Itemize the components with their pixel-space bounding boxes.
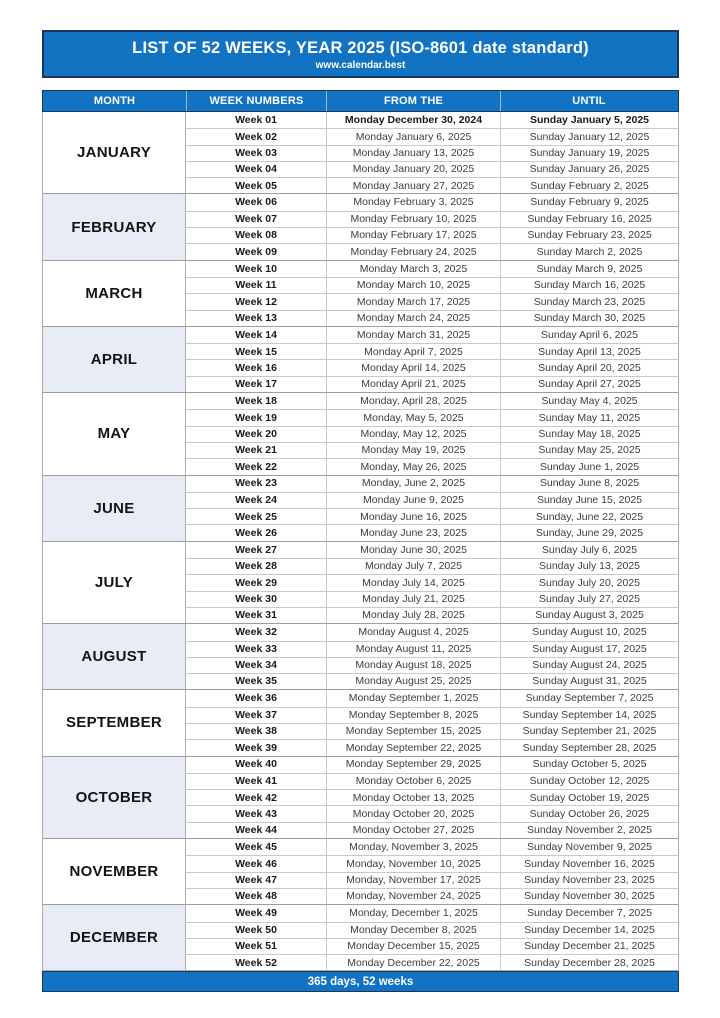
until-date-cell: Sunday January 12, 2025 bbox=[500, 129, 678, 144]
week-row bbox=[186, 641, 678, 657]
until-date-cell: Sunday January 5, 2025 bbox=[500, 112, 678, 128]
week-row bbox=[186, 789, 678, 805]
from-date-cell: Monday July 28, 2025 bbox=[326, 608, 500, 623]
from-date-cell: Monday October 13, 2025 bbox=[326, 790, 500, 805]
header-from-the: FROM THE bbox=[326, 91, 500, 111]
week-row bbox=[186, 872, 678, 888]
from-date-cell: Monday June 9, 2025 bbox=[326, 493, 500, 508]
week-number-cell: Week 07 bbox=[235, 213, 277, 226]
week-number-cell: Week 52 bbox=[235, 956, 277, 969]
week-number-cell: Week 35 bbox=[235, 675, 277, 688]
from-date-cell: Monday, May 5, 2025 bbox=[326, 410, 500, 425]
week-row bbox=[186, 607, 678, 623]
week-row bbox=[186, 161, 678, 177]
until-date-cell: Sunday May 18, 2025 bbox=[500, 427, 678, 442]
week-row bbox=[186, 376, 678, 392]
week-row bbox=[186, 310, 678, 326]
until-date-cell: Sunday September 28, 2025 bbox=[500, 740, 678, 755]
until-date-cell: Sunday October 12, 2025 bbox=[500, 774, 678, 789]
week-row bbox=[186, 524, 678, 540]
until-date-cell: Sunday March 2, 2025 bbox=[500, 244, 678, 259]
from-date-cell: Monday January 6, 2025 bbox=[326, 129, 500, 144]
week-number-cell: Week 11 bbox=[235, 279, 277, 292]
week-number-cell: Week 19 bbox=[235, 411, 277, 424]
month-block-february bbox=[43, 193, 678, 259]
week-row bbox=[186, 855, 678, 871]
week-number-cell: Week 41 bbox=[235, 775, 277, 788]
weeks-column bbox=[186, 624, 678, 689]
until-date-cell: Sunday January 19, 2025 bbox=[500, 146, 678, 161]
from-date-cell: Monday September 1, 2025 bbox=[326, 690, 500, 706]
from-date-cell: Monday, November 17, 2025 bbox=[326, 873, 500, 888]
from-date-cell: Monday, June 2, 2025 bbox=[326, 476, 500, 492]
week-number-cell: Week 06 bbox=[235, 196, 277, 209]
week-row bbox=[186, 128, 678, 144]
week-number-cell: Week 44 bbox=[235, 824, 277, 837]
until-date-cell: Sunday October 19, 2025 bbox=[500, 790, 678, 805]
from-date-cell: Monday February 3, 2025 bbox=[326, 194, 500, 210]
week-number-cell: Week 45 bbox=[235, 840, 277, 853]
from-date-cell: Monday, May 12, 2025 bbox=[326, 427, 500, 442]
week-number-cell: Week 48 bbox=[235, 890, 277, 903]
week-number-cell: Week 36 bbox=[235, 692, 277, 705]
week-row bbox=[186, 227, 678, 243]
week-row bbox=[186, 145, 678, 161]
from-date-cell: Monday September 22, 2025 bbox=[326, 740, 500, 755]
until-date-cell: Sunday August 3, 2025 bbox=[500, 608, 678, 623]
from-date-cell: Monday, November 3, 2025 bbox=[326, 839, 500, 855]
until-date-cell: Sunday December 28, 2025 bbox=[500, 955, 678, 970]
from-date-cell: Monday August 4, 2025 bbox=[326, 624, 500, 640]
week-number-cell: Week 14 bbox=[235, 328, 277, 341]
until-date-cell: Sunday July 6, 2025 bbox=[500, 542, 678, 558]
from-date-cell: Monday July 21, 2025 bbox=[326, 592, 500, 607]
week-row bbox=[186, 243, 678, 259]
week-number-cell: Week 49 bbox=[235, 907, 277, 920]
until-date-cell: Sunday April 13, 2025 bbox=[500, 344, 678, 359]
week-row bbox=[186, 277, 678, 293]
week-number-cell: Week 22 bbox=[235, 460, 277, 473]
weeks-column bbox=[186, 393, 678, 474]
from-date-cell: Monday October 6, 2025 bbox=[326, 774, 500, 789]
month-label: FEBRUARY bbox=[43, 194, 186, 259]
weeks-column bbox=[186, 905, 678, 970]
week-row bbox=[186, 922, 678, 938]
from-date-cell: Monday May 19, 2025 bbox=[326, 443, 500, 458]
until-date-cell: Sunday March 23, 2025 bbox=[500, 294, 678, 309]
from-date-cell: Monday October 20, 2025 bbox=[326, 806, 500, 821]
month-label: MAY bbox=[43, 393, 186, 474]
week-row bbox=[186, 542, 678, 558]
week-row bbox=[186, 492, 678, 508]
week-number-cell: Week 08 bbox=[235, 229, 277, 242]
until-date-cell: Sunday May 25, 2025 bbox=[500, 443, 678, 458]
from-date-cell: Monday March 3, 2025 bbox=[326, 261, 500, 277]
from-date-cell: Monday April 14, 2025 bbox=[326, 360, 500, 375]
week-number-cell: Week 39 bbox=[235, 741, 277, 754]
week-row bbox=[186, 508, 678, 524]
from-date-cell: Monday January 20, 2025 bbox=[326, 162, 500, 177]
from-date-cell: Monday January 27, 2025 bbox=[326, 178, 500, 193]
week-row bbox=[186, 343, 678, 359]
until-date-cell: Sunday March 9, 2025 bbox=[500, 261, 678, 277]
week-number-cell: Week 25 bbox=[235, 510, 277, 523]
week-number-cell: Week 47 bbox=[235, 874, 277, 887]
month-label: SEPTEMBER bbox=[43, 690, 186, 755]
from-date-cell: Monday September 29, 2025 bbox=[326, 757, 500, 773]
until-date-cell: Sunday September 14, 2025 bbox=[500, 708, 678, 723]
from-date-cell: Monday August 25, 2025 bbox=[326, 674, 500, 689]
until-date-cell: Sunday May 4, 2025 bbox=[500, 393, 678, 409]
week-row bbox=[186, 757, 678, 773]
until-date-cell: Sunday May 11, 2025 bbox=[500, 410, 678, 425]
until-date-cell: Sunday August 24, 2025 bbox=[500, 658, 678, 673]
from-date-cell: Monday June 16, 2025 bbox=[326, 509, 500, 524]
until-date-cell: Sunday November 30, 2025 bbox=[500, 889, 678, 904]
week-row bbox=[186, 822, 678, 838]
week-number-cell: Week 02 bbox=[235, 130, 277, 143]
week-row bbox=[186, 690, 678, 706]
week-row bbox=[186, 888, 678, 904]
week-row bbox=[186, 574, 678, 590]
website-label: www.calendar.best bbox=[315, 59, 406, 71]
until-date-cell: Sunday February 16, 2025 bbox=[500, 212, 678, 227]
week-row bbox=[186, 657, 678, 673]
week-row bbox=[186, 442, 678, 458]
from-date-cell: Monday October 27, 2025 bbox=[326, 823, 500, 838]
week-number-cell: Week 28 bbox=[235, 560, 277, 573]
until-date-cell: Sunday April 27, 2025 bbox=[500, 377, 678, 392]
week-number-cell: Week 42 bbox=[235, 791, 277, 804]
week-row bbox=[186, 739, 678, 755]
until-date-cell: Sunday June 8, 2025 bbox=[500, 476, 678, 492]
week-number-cell: Week 17 bbox=[235, 378, 277, 391]
week-row bbox=[186, 194, 678, 210]
week-row bbox=[186, 673, 678, 689]
until-date-cell: Sunday August 17, 2025 bbox=[500, 642, 678, 657]
month-label: JUNE bbox=[43, 476, 186, 541]
week-number-cell: Week 32 bbox=[235, 626, 277, 639]
from-date-cell: Monday March 10, 2025 bbox=[326, 278, 500, 293]
weeks-column bbox=[186, 112, 678, 193]
month-block-june bbox=[43, 475, 678, 541]
until-date-cell: Sunday August 10, 2025 bbox=[500, 624, 678, 640]
until-date-cell: Sunday January 26, 2025 bbox=[500, 162, 678, 177]
until-date-cell: Sunday June 1, 2025 bbox=[500, 459, 678, 474]
until-date-cell: Sunday November 16, 2025 bbox=[500, 856, 678, 871]
from-date-cell: Monday March 24, 2025 bbox=[326, 311, 500, 326]
week-row bbox=[186, 905, 678, 921]
until-date-cell: Sunday February 9, 2025 bbox=[500, 194, 678, 210]
from-date-cell: Monday June 30, 2025 bbox=[326, 542, 500, 558]
week-number-cell: Week 13 bbox=[235, 311, 277, 324]
from-date-cell: Monday August 11, 2025 bbox=[326, 642, 500, 657]
month-block-december bbox=[43, 904, 678, 970]
month-block-july bbox=[43, 541, 678, 623]
week-row bbox=[186, 723, 678, 739]
until-date-cell: Sunday February 2, 2025 bbox=[500, 178, 678, 193]
from-date-cell: Monday April 7, 2025 bbox=[326, 344, 500, 359]
until-date-cell: Sunday October 26, 2025 bbox=[500, 806, 678, 821]
week-row bbox=[186, 393, 678, 409]
week-number-cell: Week 16 bbox=[235, 361, 277, 374]
week-row bbox=[186, 773, 678, 789]
month-block-may bbox=[43, 392, 678, 474]
weeks-column bbox=[186, 757, 678, 838]
from-date-cell: Monday February 17, 2025 bbox=[326, 228, 500, 243]
week-row bbox=[186, 327, 678, 343]
until-date-cell: Sunday December 7, 2025 bbox=[500, 905, 678, 921]
week-row bbox=[186, 293, 678, 309]
until-date-cell: Sunday July 20, 2025 bbox=[500, 575, 678, 590]
week-number-cell: Week 12 bbox=[235, 295, 277, 308]
week-number-cell: Week 51 bbox=[235, 940, 277, 953]
from-date-cell: Monday September 15, 2025 bbox=[326, 724, 500, 739]
week-row bbox=[186, 359, 678, 375]
month-label: AUGUST bbox=[43, 624, 186, 689]
from-date-cell: Monday, May 26, 2025 bbox=[326, 459, 500, 474]
until-date-cell: Sunday March 30, 2025 bbox=[500, 311, 678, 326]
weeks-column bbox=[186, 261, 678, 326]
week-number-cell: Week 43 bbox=[235, 807, 277, 820]
week-row bbox=[186, 558, 678, 574]
month-block-september bbox=[43, 689, 678, 755]
week-number-cell: Week 05 bbox=[235, 179, 277, 192]
month-block-october bbox=[43, 756, 678, 838]
week-row bbox=[186, 805, 678, 821]
week-number-cell: Week 23 bbox=[235, 477, 277, 490]
from-date-cell: Monday April 21, 2025 bbox=[326, 377, 500, 392]
header-until: UNTIL bbox=[500, 91, 677, 111]
until-date-cell: Sunday November 23, 2025 bbox=[500, 873, 678, 888]
week-number-cell: Week 09 bbox=[235, 245, 277, 258]
week-number-cell: Week 31 bbox=[235, 609, 277, 622]
month-block-january bbox=[43, 112, 678, 193]
from-date-cell: Monday September 8, 2025 bbox=[326, 708, 500, 723]
until-date-cell: Sunday, June 29, 2025 bbox=[500, 525, 678, 540]
weeks-column bbox=[186, 839, 678, 904]
week-number-cell: Week 40 bbox=[235, 758, 277, 771]
month-label: JULY bbox=[43, 542, 186, 623]
from-date-cell: Monday, April 28, 2025 bbox=[326, 393, 500, 409]
month-block-august bbox=[43, 623, 678, 689]
until-date-cell: Sunday November 2, 2025 bbox=[500, 823, 678, 838]
footer-bar bbox=[42, 971, 679, 992]
week-row bbox=[186, 954, 678, 970]
from-date-cell: Monday December 15, 2025 bbox=[326, 939, 500, 954]
month-label: NOVEMBER bbox=[43, 839, 186, 904]
week-number-cell: Week 50 bbox=[235, 923, 277, 936]
from-date-cell: Monday March 31, 2025 bbox=[326, 327, 500, 343]
from-date-cell: Monday December 8, 2025 bbox=[326, 923, 500, 938]
until-date-cell: Sunday April 6, 2025 bbox=[500, 327, 678, 343]
until-date-cell: Sunday August 31, 2025 bbox=[500, 674, 678, 689]
week-number-cell: Week 21 bbox=[235, 444, 277, 457]
week-row bbox=[186, 112, 678, 128]
table-body bbox=[42, 112, 679, 971]
week-number-cell: Week 20 bbox=[235, 428, 277, 441]
week-number-cell: Week 01 bbox=[235, 113, 277, 126]
week-number-cell: Week 34 bbox=[235, 659, 277, 672]
from-date-cell: Monday, December 1, 2025 bbox=[326, 905, 500, 921]
from-date-cell: Monday December 22, 2025 bbox=[326, 955, 500, 970]
week-number-cell: Week 15 bbox=[235, 345, 277, 358]
from-date-cell: Monday January 13, 2025 bbox=[326, 146, 500, 161]
until-date-cell: Sunday November 9, 2025 bbox=[500, 839, 678, 855]
month-label: OCTOBER bbox=[43, 757, 186, 838]
month-label: MARCH bbox=[43, 261, 186, 326]
month-label: JANUARY bbox=[43, 112, 186, 193]
from-date-cell: Monday July 7, 2025 bbox=[326, 559, 500, 574]
from-date-cell: Monday, November 10, 2025 bbox=[326, 856, 500, 871]
weeks-column bbox=[186, 194, 678, 259]
until-date-cell: Sunday, June 22, 2025 bbox=[500, 509, 678, 524]
week-row bbox=[186, 426, 678, 442]
week-row bbox=[186, 211, 678, 227]
weeks-column bbox=[186, 476, 678, 541]
until-date-cell: Sunday December 14, 2025 bbox=[500, 923, 678, 938]
week-row bbox=[186, 261, 678, 277]
week-row bbox=[186, 707, 678, 723]
footer-summary: 365 days, 52 weeks bbox=[307, 975, 414, 988]
week-row bbox=[186, 839, 678, 855]
week-list-sheet bbox=[42, 30, 679, 992]
until-date-cell: Sunday April 20, 2025 bbox=[500, 360, 678, 375]
month-block-november bbox=[43, 838, 678, 904]
weeks-column bbox=[186, 690, 678, 755]
week-number-cell: Week 33 bbox=[235, 642, 277, 655]
week-row bbox=[186, 409, 678, 425]
from-date-cell: Monday March 17, 2025 bbox=[326, 294, 500, 309]
month-label: DECEMBER bbox=[43, 905, 186, 970]
week-number-cell: Week 46 bbox=[235, 857, 277, 870]
month-block-april bbox=[43, 326, 678, 392]
until-date-cell: Sunday July 13, 2025 bbox=[500, 559, 678, 574]
week-number-cell: Week 10 bbox=[235, 262, 277, 275]
until-date-cell: Sunday February 23, 2025 bbox=[500, 228, 678, 243]
until-date-cell: Sunday July 27, 2025 bbox=[500, 592, 678, 607]
week-number-cell: Week 27 bbox=[235, 543, 277, 556]
from-date-cell: Monday June 23, 2025 bbox=[326, 525, 500, 540]
header-month: MONTH bbox=[93, 95, 136, 107]
title-bar bbox=[42, 30, 679, 78]
until-date-cell: Sunday September 7, 2025 bbox=[500, 690, 678, 706]
week-number-cell: Week 26 bbox=[235, 526, 277, 539]
from-date-cell: Monday February 10, 2025 bbox=[326, 212, 500, 227]
weeks-column bbox=[186, 542, 678, 623]
month-block-march bbox=[43, 260, 678, 326]
from-date-cell: Monday August 18, 2025 bbox=[326, 658, 500, 673]
week-row bbox=[186, 476, 678, 492]
month-label: APRIL bbox=[43, 327, 186, 392]
week-number-cell: Week 38 bbox=[235, 725, 277, 738]
from-date-cell: Monday December 30, 2024 bbox=[326, 112, 500, 128]
week-number-cell: Week 18 bbox=[235, 394, 277, 407]
week-row bbox=[186, 938, 678, 954]
week-row bbox=[186, 624, 678, 640]
weeks-column bbox=[186, 327, 678, 392]
week-number-cell: Week 37 bbox=[235, 709, 277, 722]
week-row bbox=[186, 458, 678, 474]
until-date-cell: Sunday October 5, 2025 bbox=[500, 757, 678, 773]
from-date-cell: Monday July 14, 2025 bbox=[326, 575, 500, 590]
until-date-cell: Sunday June 15, 2025 bbox=[500, 493, 678, 508]
table-header-row bbox=[42, 90, 679, 112]
until-date-cell: Sunday March 16, 2025 bbox=[500, 278, 678, 293]
week-number-cell: Week 29 bbox=[235, 576, 277, 589]
from-date-cell: Monday, November 24, 2025 bbox=[326, 889, 500, 904]
week-number-cell: Week 30 bbox=[235, 593, 277, 605]
week-row bbox=[186, 591, 678, 607]
page-title: LIST OF 52 WEEKS, YEAR 2025 (ISO-8601 date standard) bbox=[132, 38, 589, 57]
week-number-cell: Week 04 bbox=[235, 163, 277, 176]
week-number-cell: Week 03 bbox=[235, 146, 277, 159]
week-row bbox=[186, 177, 678, 193]
from-date-cell: Monday February 24, 2025 bbox=[326, 244, 500, 259]
week-number-cell: Week 24 bbox=[235, 494, 277, 507]
header-week-numbers: WEEK NUMBERS bbox=[186, 91, 326, 111]
until-date-cell: Sunday September 21, 2025 bbox=[500, 724, 678, 739]
until-date-cell: Sunday December 21, 2025 bbox=[500, 939, 678, 954]
